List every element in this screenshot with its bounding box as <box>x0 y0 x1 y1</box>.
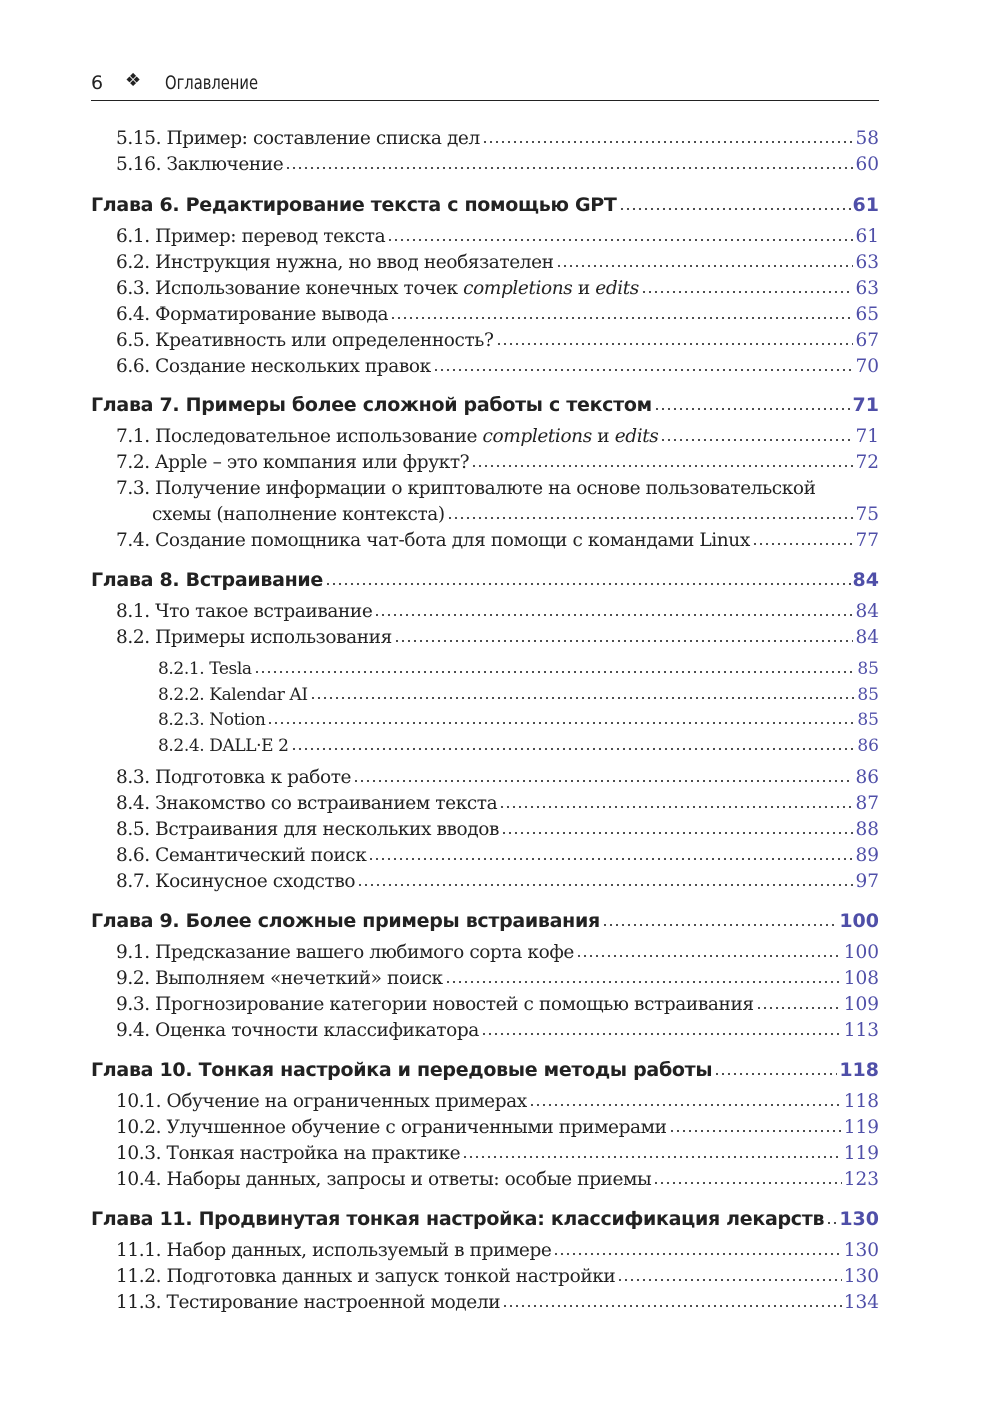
toc-entry[interactable]: 6.3. Использование конечных точек completions и edits 63 <box>116 278 879 299</box>
toc-entry[interactable]: 10.3. Тонкая настройка на практике 119 <box>116 1143 879 1164</box>
toc-chapter[interactable]: Глава 11. Продвинутая тонкая настройка: классификация лекарств 130 <box>91 1208 879 1230</box>
toc-entry[interactable]: 8.6. Семантический поиск 89 <box>116 845 879 866</box>
toc-entry[interactable]: 9.3. Прогнозирование категории новостей с помощью встраивания 109 <box>116 994 879 1015</box>
page-number: 6 <box>91 72 104 94</box>
toc-entry[interactable]: 6.6. Создание нескольких правок 70 <box>116 356 879 377</box>
toc-subentry[interactable]: 8.2.1. Tesla 85 <box>158 659 879 679</box>
toc-entry[interactable]: 7.1. Последовательное использование completions и edits 71 <box>116 426 879 447</box>
toc-entry[interactable]: 8.4. Знакомство со встраиванием текста 87 <box>116 793 879 814</box>
toc-entry[interactable]: 6.2. Инструкция нужна, но ввод необязателен 63 <box>116 252 879 273</box>
toc-entry[interactable]: 11.2. Подготовка данных и запуск тонкой настройки 130 <box>116 1266 879 1287</box>
toc-entry[interactable]: 9.1. Предсказание вашего любимого сорта кофе 100 <box>116 942 879 963</box>
toc-entry[interactable]: 8.2. Примеры использования 84 <box>116 627 879 648</box>
page-header <box>91 70 879 101</box>
toc-entry[interactable]: 9.2. Выполняем «нечеткий» поиск 108 <box>116 968 879 989</box>
toc-entry[interactable]: 8.7. Косинусное сходство 97 <box>116 871 879 892</box>
toc-entry[interactable]: 11.3. Тестирование настроенной модели 134 <box>116 1292 879 1313</box>
toc-subentry[interactable]: 8.2.3. Notion 85 <box>158 710 879 730</box>
toc-entry[interactable]: 7.4. Создание помощника чат-бота для помощи с командами Linux 77 <box>116 530 879 551</box>
toc-entry[interactable]: 10.1. Обучение на ограниченных примерах 118 <box>116 1091 879 1112</box>
toc-subentry[interactable]: 8.2.2. Kalendar AI 85 <box>158 685 879 705</box>
toc-chapter[interactable]: Глава 10. Тонкая настройка и передовые методы работы 118 <box>91 1059 879 1081</box>
toc-chapter[interactable]: Глава 7. Примеры более сложной работы с текстом 71 <box>91 394 879 416</box>
toc-entry[interactable]: 5.15. Пример: составление списка дел 58 <box>116 128 879 149</box>
toc-entry[interactable]: 11.1. Набор данных, используемый в примере 130 <box>116 1240 879 1261</box>
running-title: Оглавление <box>165 72 259 94</box>
toc-entry-continued[interactable]: схемы (наполнение контекста) 75 <box>152 504 879 525</box>
toc-entry[interactable]: 6.5. Креативность или определенность? 67 <box>116 330 879 351</box>
toc-entry[interactable]: 6.4. Форматирование вывода 65 <box>116 304 879 325</box>
toc-chapter[interactable]: Глава 8. Встраивание 84 <box>91 569 879 591</box>
toc-entry[interactable]: 9.4. Оценка точности классификатора 113 <box>116 1020 879 1041</box>
toc-entry[interactable]: 10.4. Наборы данных, запросы и ответы: особые приемы 123 <box>116 1169 879 1190</box>
toc-entry[interactable]: 6.1. Пример: перевод текста 61 <box>116 226 879 247</box>
toc-entry[interactable]: 8.3. Подготовка к работе 86 <box>116 767 879 788</box>
toc-subentry[interactable]: 8.2.4. DALL·E 2 86 <box>158 736 879 756</box>
toc-chapter[interactable]: Глава 6. Редактирование текста с помощью GPT 61 <box>91 194 879 216</box>
toc-entry[interactable]: 8.5. Встраивания для нескольких вводов 88 <box>116 819 879 840</box>
toc-entry[interactable]: 10.2. Улучшенное обучение с ограниченными примерами 119 <box>116 1117 879 1138</box>
toc-chapter[interactable]: Глава 9. Более сложные примеры встраивания 100 <box>91 910 879 932</box>
toc-entry[interactable]: 7.2. Apple – это компания или фрукт? 72 <box>116 452 879 473</box>
toc-entry[interactable]: 8.1. Что такое встраивание 84 <box>116 601 879 622</box>
toc-entry[interactable]: 7.3. Получение информации о криптовалюте на основе пользовательской <box>116 478 816 499</box>
ornament-icon: ❖ <box>125 70 142 91</box>
toc-entry[interactable]: 5.16. Заключение 60 <box>116 154 879 175</box>
